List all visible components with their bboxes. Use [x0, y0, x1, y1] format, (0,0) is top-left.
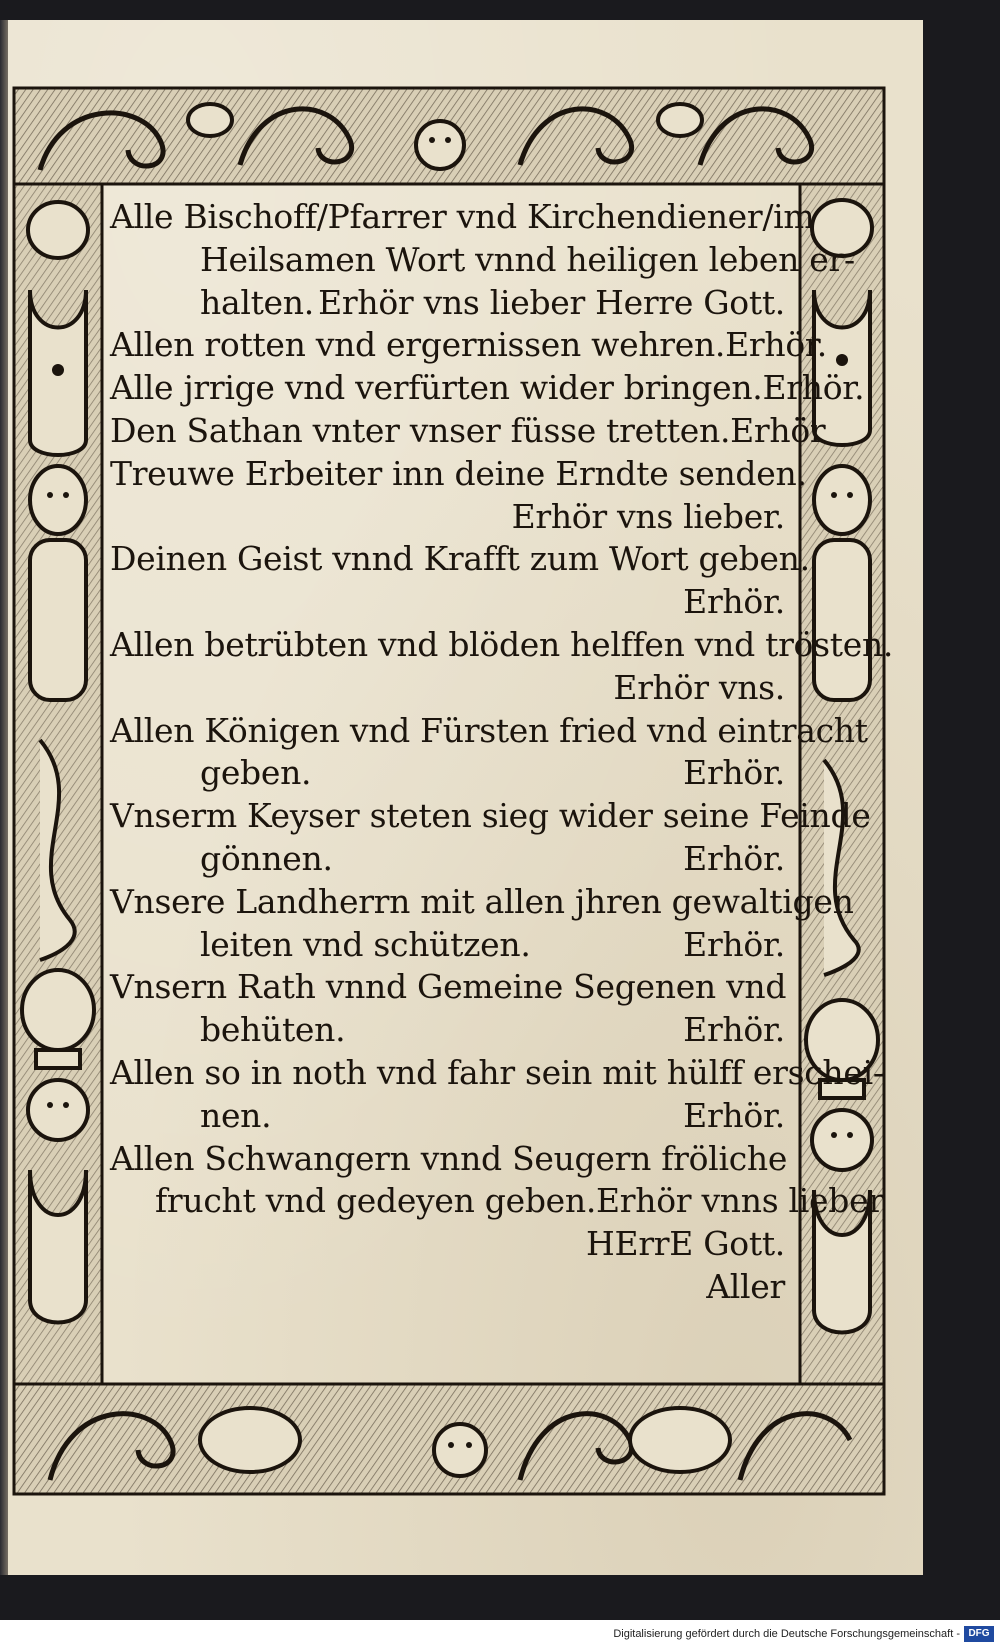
text-line: Allen Schwangern vnnd Seugern fröliche [110, 1138, 788, 1178]
left-border-ornament [14, 184, 102, 1384]
text-line: Vnsern Rath vnnd Gemeine Segenen vnd [110, 967, 787, 1007]
text-line: geben. Erhör. [200, 753, 785, 793]
text-line: nen. Erhör. [200, 1095, 785, 1135]
text-line: halten. Erhör vns lieber Herre Gott. [200, 282, 785, 322]
text-line: Alle jrrige vnd verfürten wider bringen. Erhör. [110, 368, 865, 408]
text-line: Allen rotten vnd ergernissen wehren. Erhör. [110, 325, 827, 365]
text-line: Allen betrübten vnd blöden helffen vnd trösten. [110, 624, 894, 664]
text-line: Allen Königen vnd Fürsten fried vnd eintracht [110, 710, 868, 750]
catchword: Aller [706, 1266, 785, 1306]
digitization-footer [0, 1622, 1000, 1651]
text-line: leiten vnd schützen. Erhör. [200, 924, 785, 964]
text-line: Erhör vns lieber. [511, 496, 785, 536]
text-line: HErrE Gott. [586, 1224, 785, 1264]
bottom-border-ornament [14, 1384, 884, 1494]
text-line: Allen so in noth vnd fahr sein mit hülff erschei- [110, 1052, 884, 1092]
text-line: behüten. Erhör. [200, 1010, 785, 1050]
text-line: Erhör vns. [613, 667, 785, 707]
text-line: Heilsamen Wort vnnd heiligen leben er- [200, 239, 855, 279]
litany-text [110, 196, 894, 1309]
text-line: Erhör. [683, 582, 785, 622]
text-line: gönnen. Erhör. [200, 838, 785, 878]
text-line: Vnsere Landherrn mit allen jhren gewaltigen [110, 881, 854, 921]
text-line: Deinen Geist vnnd Krafft zum Wort geben. [110, 539, 810, 579]
text-line: Den Sathan vnter vnser füsse tretten. Erhör [110, 410, 826, 450]
dfg-logo: DFG [964, 1626, 994, 1642]
text-line: Alle Bischoff/Pfarrer vnd Kirchendiener/im [110, 197, 815, 236]
text-line: Treuwe Erbeiter inn deine Erndte senden. [110, 453, 807, 493]
text-line: frucht vnd gedeyen geben. Erhör vnns lieber [155, 1181, 884, 1221]
top-border-ornament [14, 88, 884, 184]
text-line: Vnserm Keyser steten sieg wider seine Feinde [110, 796, 871, 836]
funding-credit: Digitalisierung gefördert durch die Deutsche Forschungsgemeinschaft - [613, 1628, 960, 1640]
